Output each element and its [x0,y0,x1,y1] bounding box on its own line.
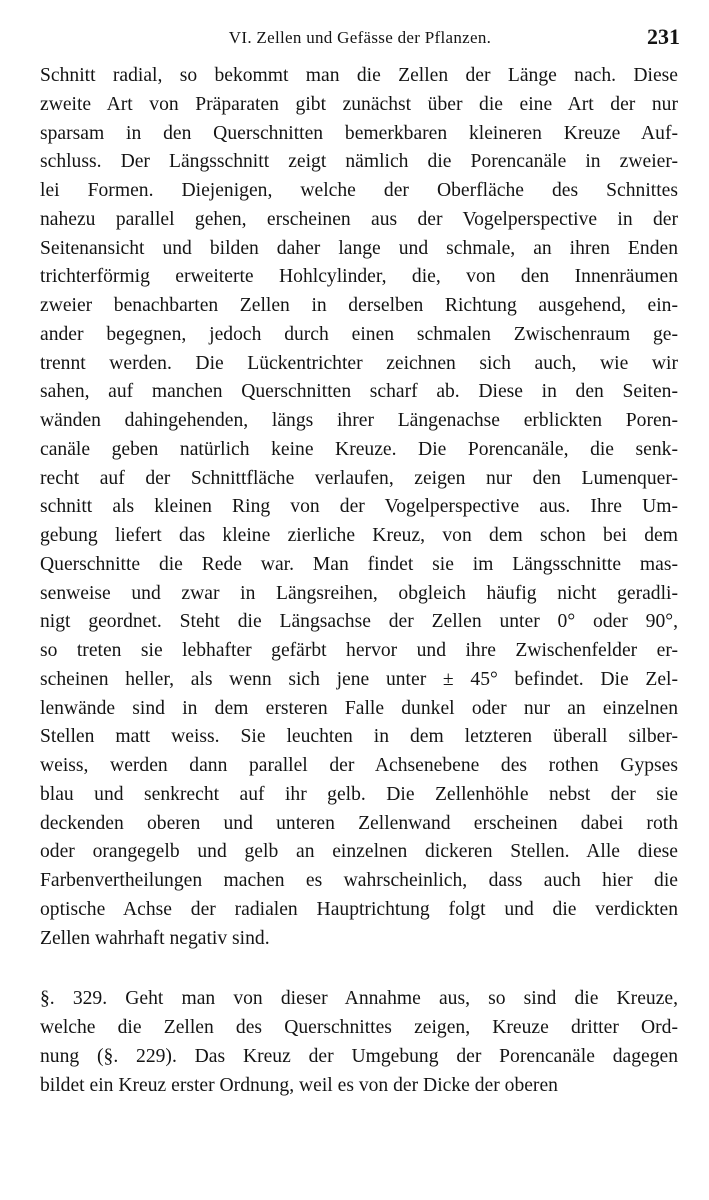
text-line: sahen, auf manchen Querschnitten scharf ab. Diese in den Seiten- [40,381,678,403]
text-line: recht auf der Schnittfläche verlaufen, zeigen nur den Lumenquer- [40,467,678,489]
text-line: scheinen heller, als wenn sich jene unter ± 45° befindet. Die Zel- [40,668,678,690]
text-line: schnitt als kleinen Ring von der Vogelperspective aus. Ihre Um- [40,496,678,518]
text-line: ander begegnen, jedoch durch einen schmalen Zwischenraum ge- [40,323,678,345]
text-line: trennt werden. Die Lückentrichter zeichnen sich auch, wie wir [40,352,678,374]
text-line: senweise und zwar in Längsreihen, obgleich häufig nicht geradli- [40,582,678,604]
text-line: nung (§. 229). Das Kreuz der Umgebung der Porencanäle dagegen [40,1045,678,1067]
text-line: optische Achse der radialen Hauptrichtung folgt und die verdickten [40,898,678,920]
text-line: sparsam in den Querschnitten bemerkbaren kleineren Kreuze Auf- [40,122,678,144]
text-line: Schnitt radial, so bekommt man die Zellen der Länge nach. Diese [40,65,678,86]
body-text [40,62,678,1100]
paragraph-1 [40,62,678,953]
text-line: deckenden oberen und unteren Zellenwand erscheinen dabei roth [40,812,678,834]
text-line: lei Formen. Diejenigen, welche der Oberfläche des Schnittes [40,180,678,201]
text-line: zweier benachbarten Zellen in derselben Richtung ausgehend, ein- [40,295,678,316]
text-line: Querschnitte die Rede war. Man findet sie im Längsschnitte mas- [40,553,678,575]
text-line: wänden dahingehenden, längs ihrer Längenachse erblickten Poren- [40,410,678,431]
text-line: Farbenvertheilungen machen es wahrscheinlich, dass auch hier die [40,870,678,891]
text-line: canäle geben natürlich keine Kreuze. Die Porencanäle, die senk- [40,438,678,460]
text-line: nahezu parallel gehen, erscheinen aus der Vogelperspective in der [40,208,678,230]
text-line: so treten sie lebhafter gefärbt hervor und ihre Zwischenfelder er- [40,640,678,661]
paragraph-gap [40,953,678,985]
paragraph-2 [40,985,678,1100]
text-line: bildet ein Kreuz erster Ordnung, weil es von der Dicke der oberen [40,1074,558,1096]
text-line: Stellen matt weiss. Sie leuchten in dem letzteren überall silber- [40,726,678,748]
text-line: blau und senkrecht auf ihr gelb. Die Zellenhöhle nebst der sie [40,783,678,805]
page-number: 231 [647,24,680,49]
text-line: schluss. Der Längsschnitt zeigt nämlich die Porencanäle in zweier- [40,151,678,173]
text-line: trichterförmig erweiterte Hohlcylinder, die, von den Innenräumen [40,266,678,288]
text-line: zweite Art von Präparaten gibt zunächst über die eine Art der nur [40,93,678,115]
text-line: nigt geordnet. Steht die Längsachse der Zellen unter 0° oder 90°, [40,611,678,633]
text-line: lenwände sind in dem ersteren Falle dunkel oder nur an einzelnen [40,697,678,719]
text-line: §. 329. Geht man von dieser Annahme aus, so sind die Kreuze, [40,988,678,1010]
text-line: welche die Zellen des Querschnittes zeigen, Kreuze dritter Ord- [40,1017,678,1038]
text-line: gebung liefert das kleine zierliche Kreuz, von dem schon bei dem [40,525,678,546]
text-line: weiss, werden dann parallel der Achsenebene des rothen Gypses [40,755,678,776]
text-line: Zellen wahrhaft negativ sind. [40,927,270,949]
running-title: VI. Zellen und Gefässe der Pflanzen. [228,28,492,47]
text-line: oder orangegelb und gelb an einzelnen dickeren Stellen. Alle diese [40,841,678,863]
text-line: Seitenansicht und bilden daher lange und schmale, an ihren Enden [40,237,678,259]
running-head [40,22,680,54]
